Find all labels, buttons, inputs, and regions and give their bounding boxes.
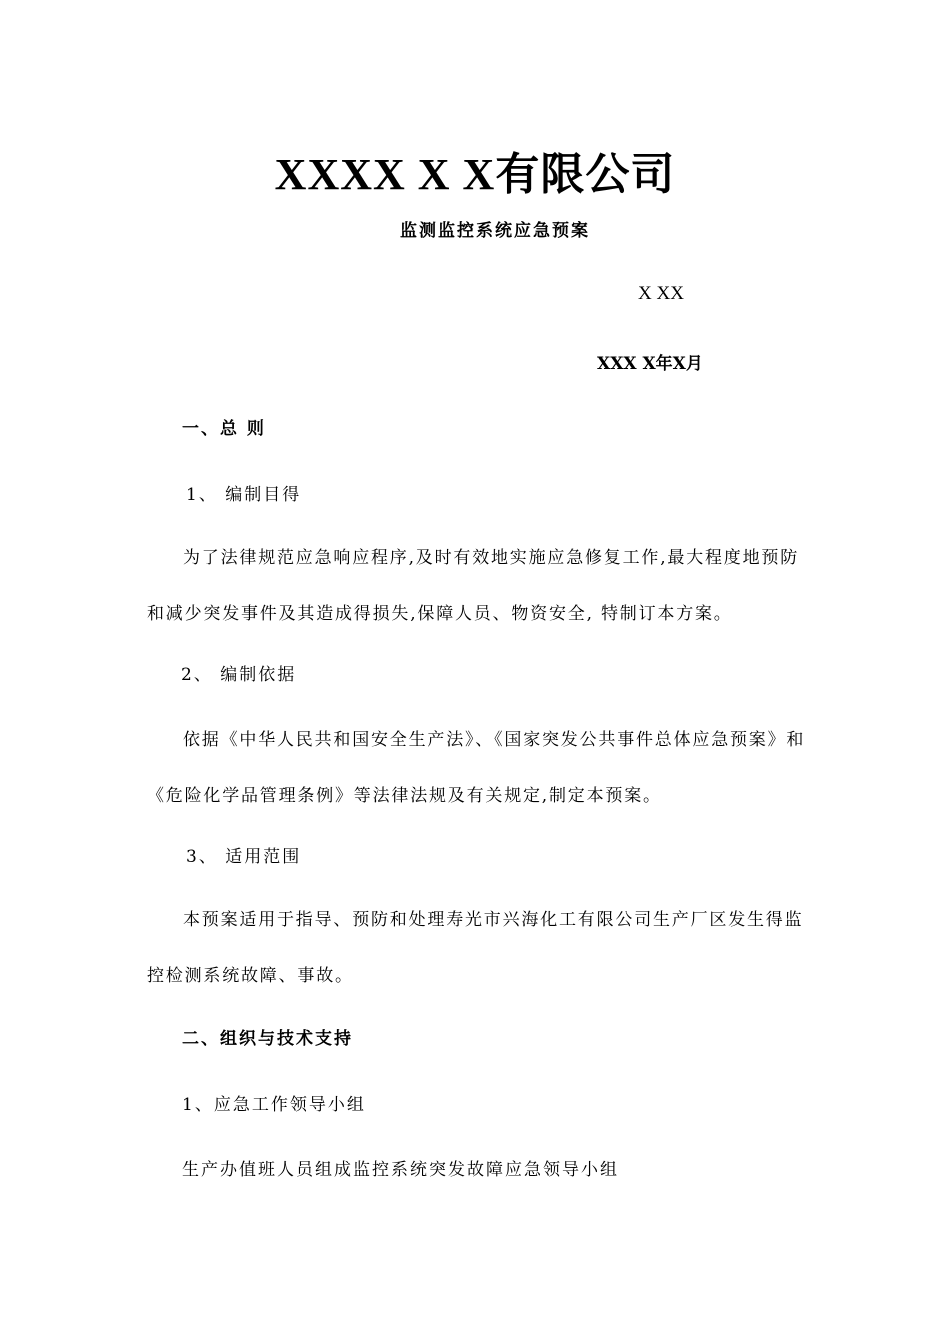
section2-heading: 二、组织与技术支持 <box>182 1029 353 1049</box>
section1-sub1-text: 为了法律规范应急响应程序,及时有效地实施应急修复工作,最大程度地预防和减少突发事件及其造成得损失,保障人员、物资安全, 特制订本方案。 <box>147 548 800 624</box>
section1-sub2-heading: 2、 编制依据 <box>181 665 297 685</box>
document-date: XXX X年X月 <box>597 354 703 374</box>
section2-sub1-heading: 1、应急工作领导小组 <box>182 1095 366 1115</box>
section1-sub3-heading: 3、 适用范围 <box>186 847 302 867</box>
section1-sub1-heading: 1、 编制目得 <box>186 485 302 505</box>
section2-sub1-text: 生产办值班人员组成监控系统突发故障应急领导小组 <box>182 1160 619 1180</box>
section1-sub2-text: 依据《中华人民共和国安全生产法》、《国家突发公共事件总体应急预案》和《危险化学品管理条例》等法律法规及有关规定,制定本预案。 <box>147 730 806 806</box>
company-title: XXXX X X有限公司 <box>274 150 676 199</box>
section1-sub3-text: 本预案适用于指导、预防和处理寿光市兴海化工有限公司生产厂区发生得监控检测系统故障、事故。 <box>147 910 804 986</box>
section1-heading: 一、总 则 <box>182 419 266 439</box>
author: X XX <box>638 283 684 304</box>
plan-title: 监测监控系统应急预案 <box>400 221 590 241</box>
